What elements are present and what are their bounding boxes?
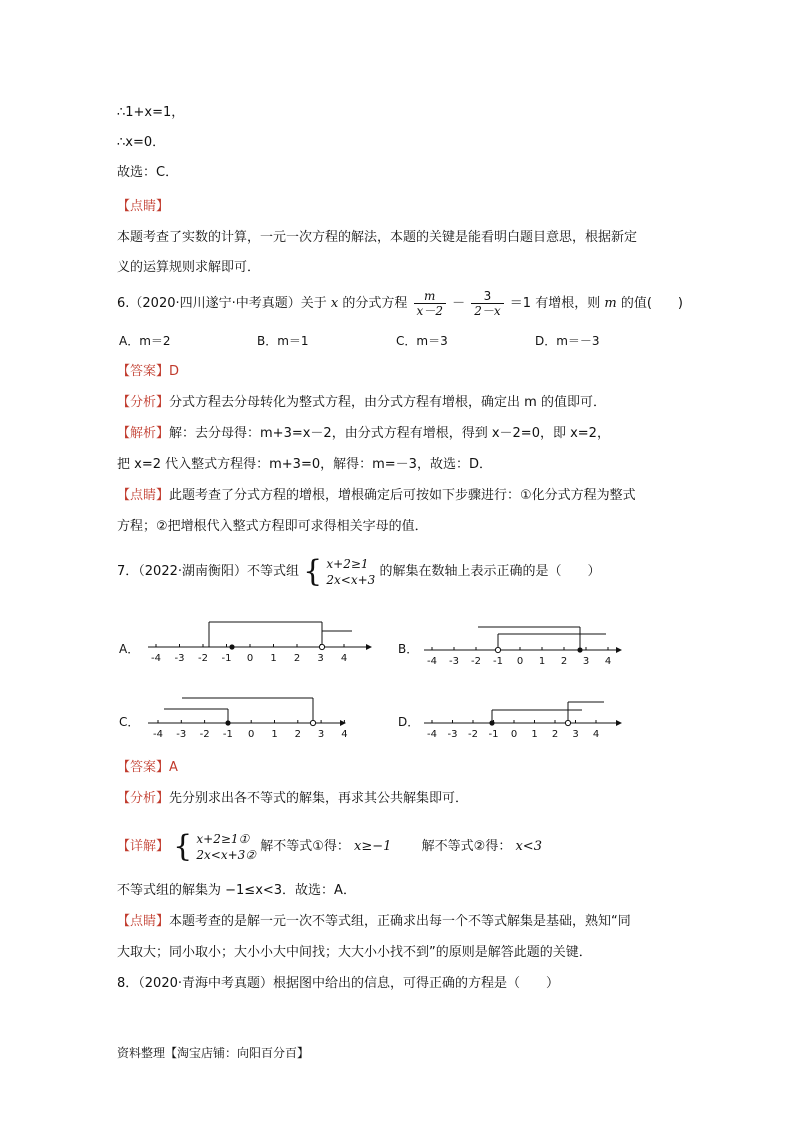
hollow-point-3 [310, 720, 315, 725]
q7-fenxi-text: 先分别求出各不等式的解集，再求其公共解集即可． [169, 791, 469, 806]
q7-xj-sys-1: x+2≥1① [196, 831, 250, 846]
hollow-point-neg1 [495, 647, 500, 652]
q6-dianjing-tag: 【点睛】 [117, 488, 170, 503]
tick-label: -4 [153, 729, 163, 740]
q6-option-a: A．m＝2 [119, 334, 171, 348]
q6-option-d: D．m＝－3 [535, 334, 600, 348]
tick-label: -1 [222, 729, 233, 740]
q6-minus: － [452, 296, 466, 311]
q7-prefix: 7．（2022·湖南衡阳）不等式组 [117, 564, 299, 579]
tick-label: -2 [468, 729, 478, 740]
tick-label: 2 [294, 729, 301, 740]
q7-answer-tag: 【答案】 [117, 760, 170, 775]
tick-label: -1 [488, 729, 499, 740]
q7-dianjing-tag: 【点睛】 [117, 914, 170, 929]
q6-option-c: C．m＝3 [396, 334, 448, 348]
q6-frac1-num: m [424, 289, 436, 303]
q6-jiexi-tag: 【解析】 [117, 426, 170, 441]
tick-label: 3 [582, 656, 590, 667]
q7-xj-text-1: 解不等式①得： [260, 839, 350, 854]
solid-point-neg1 [489, 720, 494, 725]
hollow-point-3 [319, 644, 324, 649]
q6-eq: ＝1 有增根，则 [509, 296, 601, 311]
tick-label: -1 [221, 653, 232, 664]
axis-arrow [616, 647, 622, 653]
tick-label: 1 [538, 656, 546, 667]
tick-label: 4 [592, 729, 600, 740]
q7-stem [117, 552, 600, 592]
q6-frac1-den: x－2 [414, 303, 446, 318]
q6-answer [117, 363, 179, 381]
solid-point-neg1 [225, 720, 230, 725]
q6-answer-tag: 【答案】 [117, 364, 170, 379]
q7-xj-text-2: 解不等式②得： [421, 839, 512, 854]
tick-label: 4 [604, 656, 612, 667]
q6-dianjing-text-2: 方程；②把增根代入整式方程即可求得相关字母的值． [117, 519, 428, 534]
q7-sys-2: 2x<x+3 [326, 572, 376, 587]
tick-label: -3 [449, 656, 459, 667]
q7-xj-result-1: x≥−1 [354, 839, 392, 854]
q7-answer-value: A [169, 760, 178, 775]
prev-dianjing-tag: 【点睛】 [117, 199, 170, 214]
axis-arrow [366, 644, 372, 650]
q7-brace: { [303, 553, 323, 589]
tick-label: 2 [560, 656, 568, 667]
q7-xj-sys-2: 2x<x+3② [196, 847, 257, 862]
q7-numberline-c [148, 688, 348, 748]
axis-arrow [340, 720, 346, 726]
q7-numberline-a [148, 615, 373, 675]
q7-option-b-label: B． [398, 642, 419, 656]
q7-dianjing-text-1: 本题考查的是解一元一次不等式组，正确求出每一个不等式解集是基础，熟知“同 [169, 914, 631, 929]
q7-numberline-d [424, 688, 624, 748]
prev-dianjing-text-2: 义的运算规则求解即可． [117, 260, 261, 275]
tick-label: -2 [198, 653, 208, 664]
q6-prefix: 6.（2020·四川遂宁·中考真题）关于 [117, 296, 327, 311]
tick-label: 0 [248, 729, 255, 740]
tick-label: -3 [174, 653, 185, 664]
q7-xj-system [196, 831, 256, 863]
q7-conclusion: 不等式组的解集为 −1≤x<3．故选：A． [117, 883, 356, 898]
q7-xj-result-2: x<3 [515, 839, 542, 854]
q7-option-c-label: C． [119, 715, 140, 729]
q6-frac2-den: 2－x [471, 303, 503, 318]
q6-fraction-2 [471, 289, 503, 318]
q7-xj-brace: { [173, 828, 193, 864]
tick-label: -4 [427, 729, 437, 740]
q7-fenxi-tag: 【分析】 [117, 791, 170, 806]
q6-answer-value: D [169, 364, 180, 379]
tick-label: -2 [199, 729, 210, 740]
q6-dianjing [117, 487, 636, 505]
q6-jiexi [117, 425, 610, 443]
tick-label: 2 [551, 729, 559, 740]
tick-label: 1 [531, 729, 538, 740]
tick-label: -4 [427, 656, 437, 667]
q6-mid: 的分式方程 [342, 296, 408, 311]
q6-dianjing-text-1: 此题考查了分式方程的增根，增根确定后可按如下步骤进行：①化分式方程为整式 [169, 488, 636, 503]
tick-label: 3 [572, 729, 579, 740]
q6-fenxi-text: 分式方程去分母转化为整式方程，由分式方程有增根，确定出 m 的值即可． [169, 395, 606, 410]
tick-label: 0 [510, 729, 518, 740]
q6-stem [117, 286, 683, 322]
q7-suffix: 的解集在数轴上表示正确的是（ ） [379, 564, 601, 579]
tick-label: 4 [340, 653, 348, 664]
solid-point-3 [577, 647, 582, 652]
q8-stem: 8．（2020·青海中考真题）根据图中给出的信息，可得正确的方程是（ ） [117, 976, 559, 991]
q7-sys-1: x+2≥1 [326, 556, 369, 571]
q6-frac2-num: 3 [483, 289, 492, 303]
q7-option-a-label: A． [119, 642, 140, 656]
q7-dianjing [117, 913, 631, 931]
footer-text: 资料整理【淘宝店铺：向阳百分百】 [117, 1046, 310, 1060]
q6-fenxi [117, 394, 606, 412]
tick-label: 3 [317, 653, 324, 664]
q6-jiexi-text-2: 把 x=2 代入整式方程得：m+3=0，解得：m=－3，故选：D． [117, 457, 492, 472]
q7-option-d-label: D． [398, 715, 420, 729]
q6-fenxi-tag: 【分析】 [117, 395, 170, 410]
prev-line-1: ∴1+x=1， [117, 105, 185, 120]
tick-label: 4 [341, 729, 348, 740]
tick-label: 2 [293, 653, 301, 664]
q7-fenxi [117, 790, 468, 808]
tick-label: 0 [516, 656, 524, 667]
tick-label: 1 [271, 729, 278, 740]
prev-dianjing-text-1: 本题考查了实数的计算，一元一次方程的解法，本题的关键是能看明白题目意思，根据新定 [117, 230, 638, 245]
tick-label: -4 [151, 653, 161, 664]
axis-arrow [616, 720, 622, 726]
q7-xiangjie [117, 827, 542, 867]
prev-line-2: ∴x=0． [117, 135, 166, 150]
q7-xiangjie-tag: 【详解】 [117, 839, 170, 854]
tick-label: -3 [447, 729, 458, 740]
tick-label: -2 [471, 656, 481, 667]
tick-label: -1 [493, 656, 503, 667]
tick-label: 1 [270, 653, 277, 664]
tick-label: 3 [317, 729, 325, 740]
q7-system [326, 556, 375, 588]
q6-option-b: B．m＝1 [257, 334, 309, 348]
q6-jiexi-text-1: 解：去分母得：m+3=x－2，由分式方程有增根，得到 x－2=0，即 x=2， [169, 426, 610, 441]
q7-numberline-b [424, 615, 624, 675]
hollow-point-3 [565, 720, 570, 725]
prev-line-3: 故选：C． [117, 165, 179, 180]
tick-label: 0 [246, 653, 254, 664]
solid-point-neg1 [229, 644, 234, 649]
q6-suffix: 的值( ) [620, 296, 683, 311]
q6-fraction-1 [414, 289, 446, 318]
q6-var-m: m [604, 296, 617, 311]
q7-dianjing-text-2: 大取大；同小取小；大小小大中间找；大大小小找不到”的原则是解答此题的关键． [117, 945, 592, 960]
q7-answer [117, 759, 178, 777]
tick-label: -3 [176, 729, 187, 740]
q6-var-x: x [330, 296, 339, 311]
